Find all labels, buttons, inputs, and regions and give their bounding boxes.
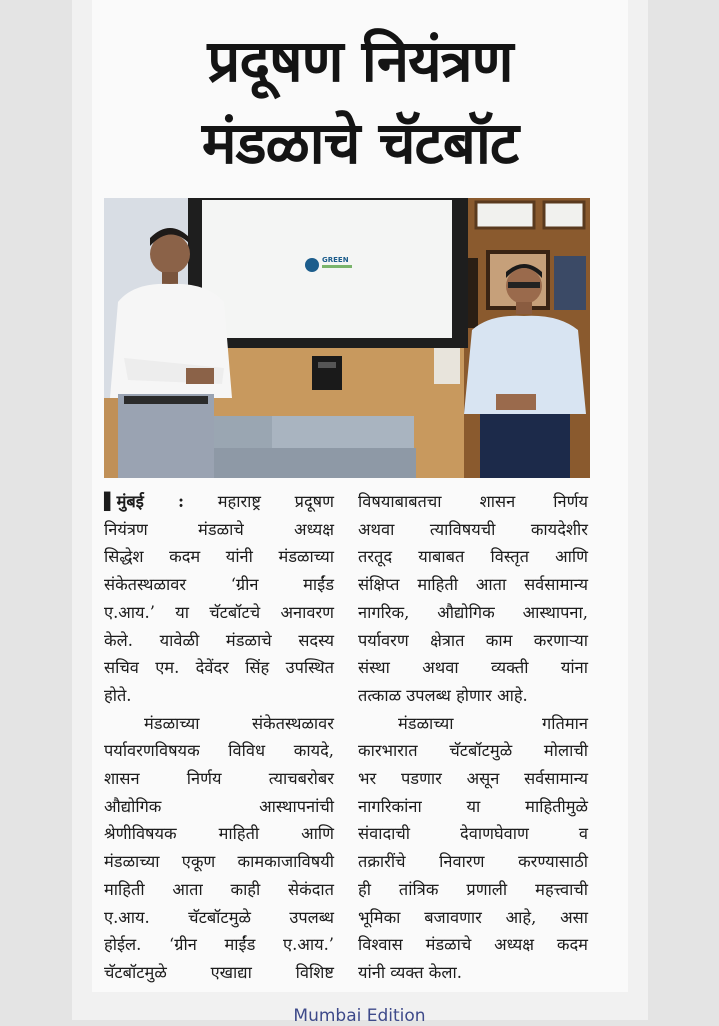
- text-line: मंडळाच्या गतिमान: [398, 713, 588, 733]
- text-line: तत्काळ उपलब्ध होणार आहे.: [358, 685, 528, 705]
- text-line: ▌मुंबई : महाराष्ट्र प्रदूषण: [104, 492, 334, 511]
- text-line: यांनी व्यक्त केला.: [358, 962, 462, 982]
- text-line: संकेतस्थळावर ‘ग्रीन माईंड: [104, 575, 334, 595]
- text-line: चॅटबॉटमुळे एखाद्या विशिष्ट: [104, 962, 334, 982]
- text-line: नागरिक, औद्योगिक आस्थापना,: [358, 602, 588, 622]
- screen-logo-text: GREEN: [322, 256, 349, 264]
- headline-line-2: मंडळाचे चॅटबॉट: [201, 109, 519, 177]
- dateline: ▌मुंबई :: [104, 492, 185, 511]
- text-line: विश्वास मंडळाचे अध्यक्ष कदम: [358, 935, 588, 955]
- text-line: ए.आय.’ या चॅटबॉटचे अनावरण: [104, 602, 334, 622]
- text-line: संक्षिप्त माहिती आता सर्वसामान्य: [358, 575, 588, 595]
- text-line: होते.: [104, 685, 132, 705]
- article-column-1: [104, 488, 334, 987]
- text-line: भूमिका बजावणार आहे, असा: [358, 907, 588, 927]
- text-line: माहिती आता काही सेकंदात: [104, 879, 334, 899]
- text-line: संस्था अथवा व्यक्ती यांना: [358, 658, 588, 678]
- text-line: सचिव एम. देवेंदर सिंह उपस्थित: [104, 658, 334, 678]
- text-line: भर पडणार असून सर्वसामान्य: [358, 769, 588, 789]
- photo-illustration: [104, 198, 590, 478]
- text-line: मंडळाच्या संकेतस्थळावर: [144, 713, 334, 733]
- text-line: संवादाची देवाणघेवाण व: [358, 824, 588, 844]
- news-photo: [104, 198, 590, 478]
- text-line: विषयाबाबतचा शासन निर्णय: [358, 492, 588, 511]
- text-line: तरतूद याबाबत विस्तृत आणि: [358, 547, 588, 567]
- text-line: तक्रारींचे निवारण करण्यासाठी: [358, 852, 588, 872]
- text-line: होईल. ‘ग्रीन माईंड ए.आय.’: [104, 935, 334, 955]
- text-line: केले. यावेळी मंडळाचे सदस्य: [104, 630, 334, 650]
- edition-caption: Mumbai Edition: [293, 1006, 426, 1026]
- headline-line-1: प्रदूषण नियंत्रण: [207, 27, 513, 95]
- text-line: ए.आय. चॅटबॉटमुळे उपलब्ध: [104, 907, 334, 927]
- text-line: पर्यावरण क्षेत्रात काम करणाऱ्या: [358, 630, 588, 650]
- text-line: अथवा त्याविषयची कायदेशीर: [358, 519, 588, 539]
- text-line: मंडळाच्या एकूण कामकाजाविषयी: [104, 852, 334, 872]
- text-line: पर्यावरणविषयक विविध कायदे,: [104, 741, 334, 761]
- text-line: कारभारात चॅटबॉटमुळे मोलाची: [358, 741, 588, 761]
- article-column-2: [358, 488, 588, 987]
- headline: [92, 20, 628, 184]
- text-line: औद्योगिक आस्थापनांची: [104, 796, 334, 816]
- text-line: श्रेणीविषयक माहिती आणि: [104, 824, 334, 844]
- text-line: नागरिकांना या माहितीमुळे: [358, 796, 588, 816]
- text-line: सिद्धेश कदम यांनी मंडळाच्या: [104, 547, 334, 567]
- text-line: शासन निर्णय त्याचबरोबर: [104, 769, 334, 789]
- text-line: ही तांत्रिक प्रणाली महत्त्वाची: [358, 879, 588, 899]
- text-line: नियंत्रण मंडळाचे अध्यक्ष: [104, 519, 334, 539]
